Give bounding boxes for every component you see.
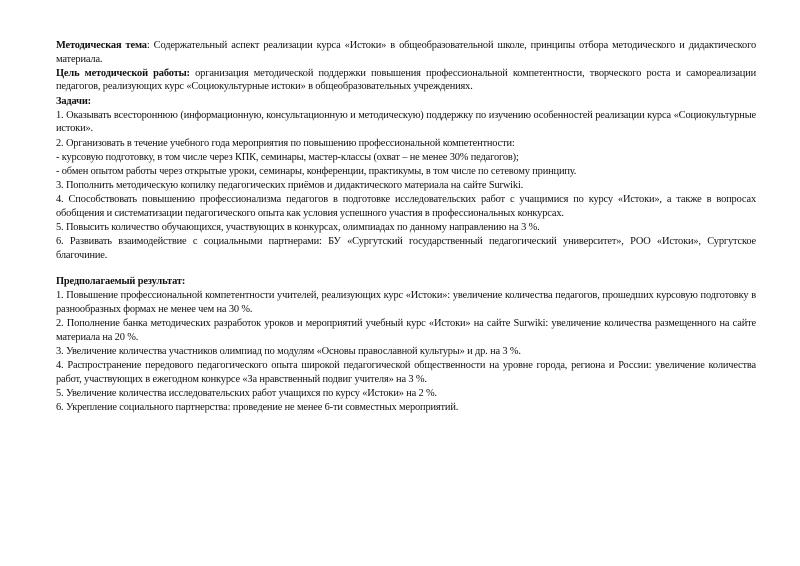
goal-text: организация методической поддержки повышения профессиональной компетентности, творческого роста и самореализации педагогов, реализующих курс «Социокультурные истоки» в общеобразовательных учреждениях. <box>56 67 756 93</box>
result-item: 5. Увеличение количества исследовательских работ учащихся по курсу «Истоки» на 2 %. <box>56 387 437 399</box>
theme-label: Методическая тема <box>56 40 147 51</box>
task-item: 6. Развивать взаимодействие с социальными партнерами: БУ «Сургутский государственный педагогический университет», РОО «Истоки», Сургутское благочиние. <box>56 236 756 261</box>
task-item: 1. Оказывать всестороннюю (информационную, консультационную и методическую) поддержку по изучению особенностей реализации курса «Социокультурные истоки». <box>56 109 756 135</box>
tasks-heading <box>56 95 756 109</box>
result-item: 3. Увеличение количества участников олимпиад по модулям «Основы православной культуры» и др. на 3 %. <box>56 345 521 357</box>
goal-label: Цель методической работы: <box>56 67 190 79</box>
spacer <box>56 263 756 275</box>
result-item: 4. Распространение передового педагогического опыта широкой педагогической общественности на уровне города, региона и России: увеличение количества работ, участвующих в ежегодном конкурсе «За нравственный подвиг учителя» на 3 %. <box>56 359 756 385</box>
task-item: 5. Повысить количество обучающихся, участвующих в конкурсах, олимпиадах по данному направлению на 3 %. <box>56 222 540 234</box>
results-heading <box>56 275 756 289</box>
result-item: 6. Укрепление социального партнерства: проведение не менее 6-ти совместных мероприятий. <box>56 401 459 413</box>
document-page <box>56 39 756 415</box>
result-item: 1. Повышение профессиональной компетентности учителей, реализующих курс «Истоки»: увеличение количества педагогов, прошедших курсовую подготовку в разнообразных формах не менее чем на 30 %. <box>56 290 756 315</box>
results-heading-text: Предполагаемый результат: <box>56 276 186 288</box>
tasks-heading-text: Задачи: <box>56 95 91 107</box>
work-goal <box>56 67 756 94</box>
task-item: - курсовую подготовку, в том числе через КПК, семинары, мастер-классы (охват – не менее 30% педагогов); <box>56 151 519 163</box>
theme-text: : Содержательный аспект реализации курса «Истоки» в общеобразовательной школе, принципы отбора методического и дидактического материала. <box>56 40 756 65</box>
task-item: 3. Пополнить методическую копилку педагогических приёмов и дидактического материала на сайте Surwiki. <box>56 180 524 192</box>
methodical-theme <box>56 39 756 66</box>
task-item: 2. Организовать в течение учебного года мероприятия по повышению профессиональной компетентности: <box>56 137 515 149</box>
task-item: 4. Способствовать повышению профессионализма педагогов в подготовке исследовательских работ с учащимися по курсу «Истоки», а также в вопросах обобщения и систематизации педагогического опыта как условия успешного участия в профессиональных конкурсах. <box>56 194 756 219</box>
task-item: - обмен опытом работы через открытые уроки, семинары, конференции, практикумы, в том числе по сетевому принципу. <box>56 165 577 177</box>
result-item: 2. Пополнение банка методических разработок уроков и мероприятий учебный курс «Истоки» на сайте Surwiki: увеличение количества размещенного на сайте материала на 20 %. <box>56 318 756 343</box>
